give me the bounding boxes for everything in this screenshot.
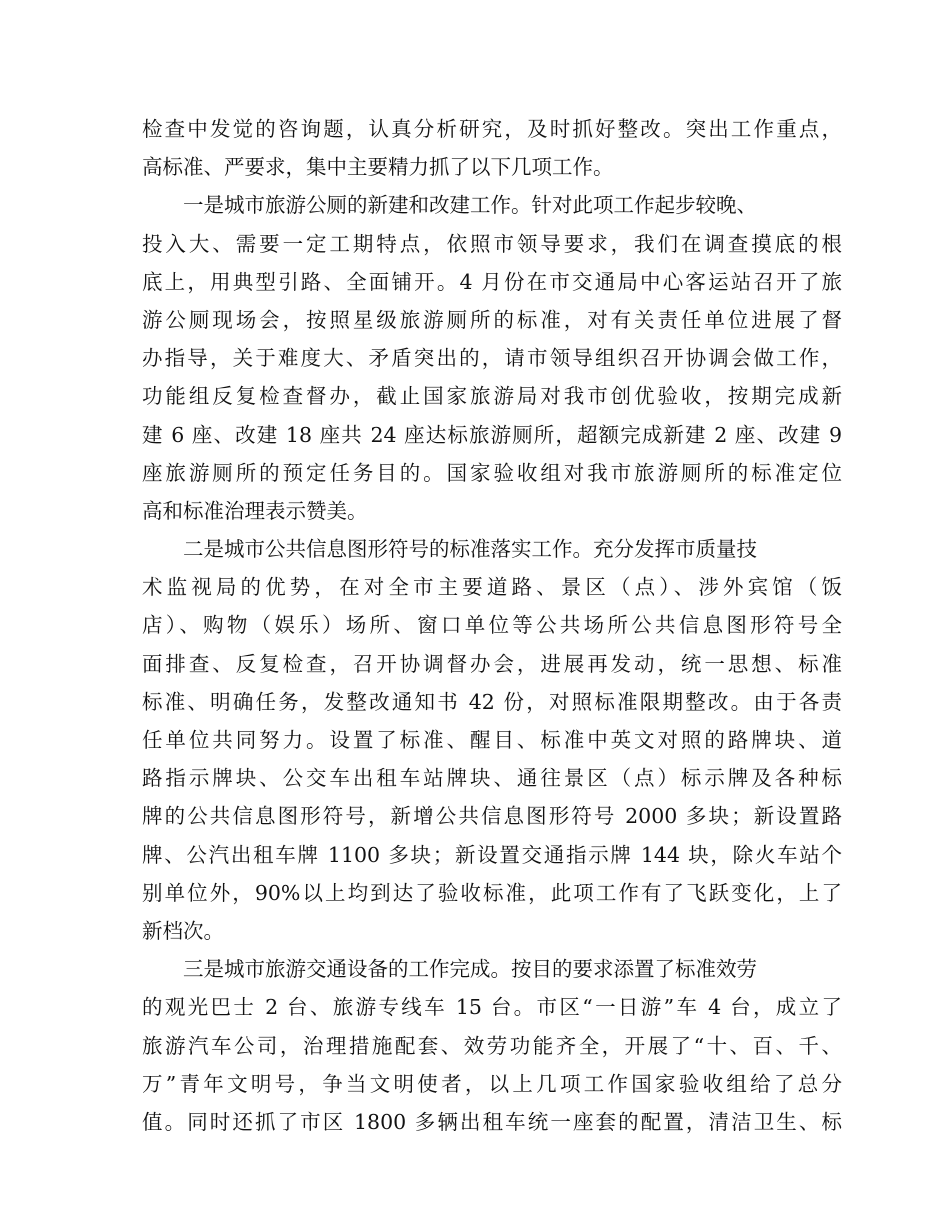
text-line: 别单位外，90%以上均到达了验收标准，此项工作有了飞跃变化，上了 xyxy=(142,880,842,905)
text-line: 高标准、严要求，集中主要精力抓了以下几项工作。 xyxy=(142,155,614,180)
paragraph-first-line: 三是城市旅游交通设备的工作完成。按目的要求添置了标准效劳 xyxy=(183,957,757,982)
text-line: 路指示牌块、公交车出租车站牌块、通往景区（点）标示牌及各种标 xyxy=(142,766,842,791)
paragraph-first-line: 二是城市公共信息图形符号的标准落实工作。充分发挥市质量技 xyxy=(183,537,757,562)
body-text xyxy=(142,110,842,1141)
text-line: 值。同时还抓了市区 1800 多辆出租车统一座套的配置，清洁卫生、标 xyxy=(142,1109,842,1134)
text-line: 办指导，关于难度大、矛盾突出的，请市领导组织召开协调会做工作， xyxy=(142,346,842,371)
text-line: 万”青年文明号，争当文明使者，以上几项工作国家验收组给了总分 xyxy=(142,1071,842,1096)
paragraph-first-line: 一是城市旅游公厕的新建和改建工作。针对此项工作起步较晚、 xyxy=(183,193,757,218)
text-line: 投入大、需要一定工期特点，依照市领导要求，我们在调查摸底的根 xyxy=(142,231,842,256)
text-line: 面排查、反复检查，召开协调督办会，进展再发动，统一思想、标准 xyxy=(142,651,842,676)
text-line: 底上，用典型引路、全面铺开。4 月份在市交通局中心客运站召开了旅 xyxy=(142,269,842,294)
text-line: 座旅游厕所的预定任务目的。国家验收组对我市旅游厕所的标准定位 xyxy=(142,460,842,485)
text-line: 标准、明确任务，发整改通知书 42 份，对照标准限期整改。由于各责 xyxy=(142,689,842,714)
text-line: 术监视局的优势，在对全市主要道路、景区（点）、涉外宾馆（饭 xyxy=(142,575,842,600)
text-line: 牌、公汽出租车牌 1100 多块；新设置交通指示牌 144 块，除火车站个 xyxy=(142,842,842,867)
text-line: 旅游汽车公司，治理措施配套、效劳功能齐全，开展了“十、百、千、 xyxy=(142,1033,842,1058)
text-line: 店）、购物（娱乐）场所、窗口单位等公共场所公共信息图形符号全 xyxy=(142,613,842,638)
text-line: 新档次。 xyxy=(142,918,224,943)
text-line: 的观光巴士 2 台、旅游专线车 15 台。市区“一日游”车 4 台，成立了 xyxy=(142,995,842,1020)
text-line: 游公厕现场会，按照星级旅游厕所的标准，对有关责任单位进展了督 xyxy=(142,307,842,332)
text-line: 牌的公共信息图形符号，新增公共信息图形符号 2000 多块；新设置路 xyxy=(142,804,842,829)
text-line: 高和标准治理表示赞美。 xyxy=(142,498,368,523)
text-line: 任单位共同努力。设置了标准、醒目、标准中英文对照的路牌块、道 xyxy=(142,728,842,752)
text-line: 功能组反复检查督办，截止国家旅游局对我市创优验收，按期完成新 xyxy=(142,384,842,409)
text-line: 建 6 座、改建 18 座共 24 座达标旅游厕所，超额完成新建 2 座、改建 9 xyxy=(142,422,842,447)
text-line: 检查中发觉的咨询题，认真分析研究，及时抓好整改。突出工作重点， xyxy=(142,117,842,141)
